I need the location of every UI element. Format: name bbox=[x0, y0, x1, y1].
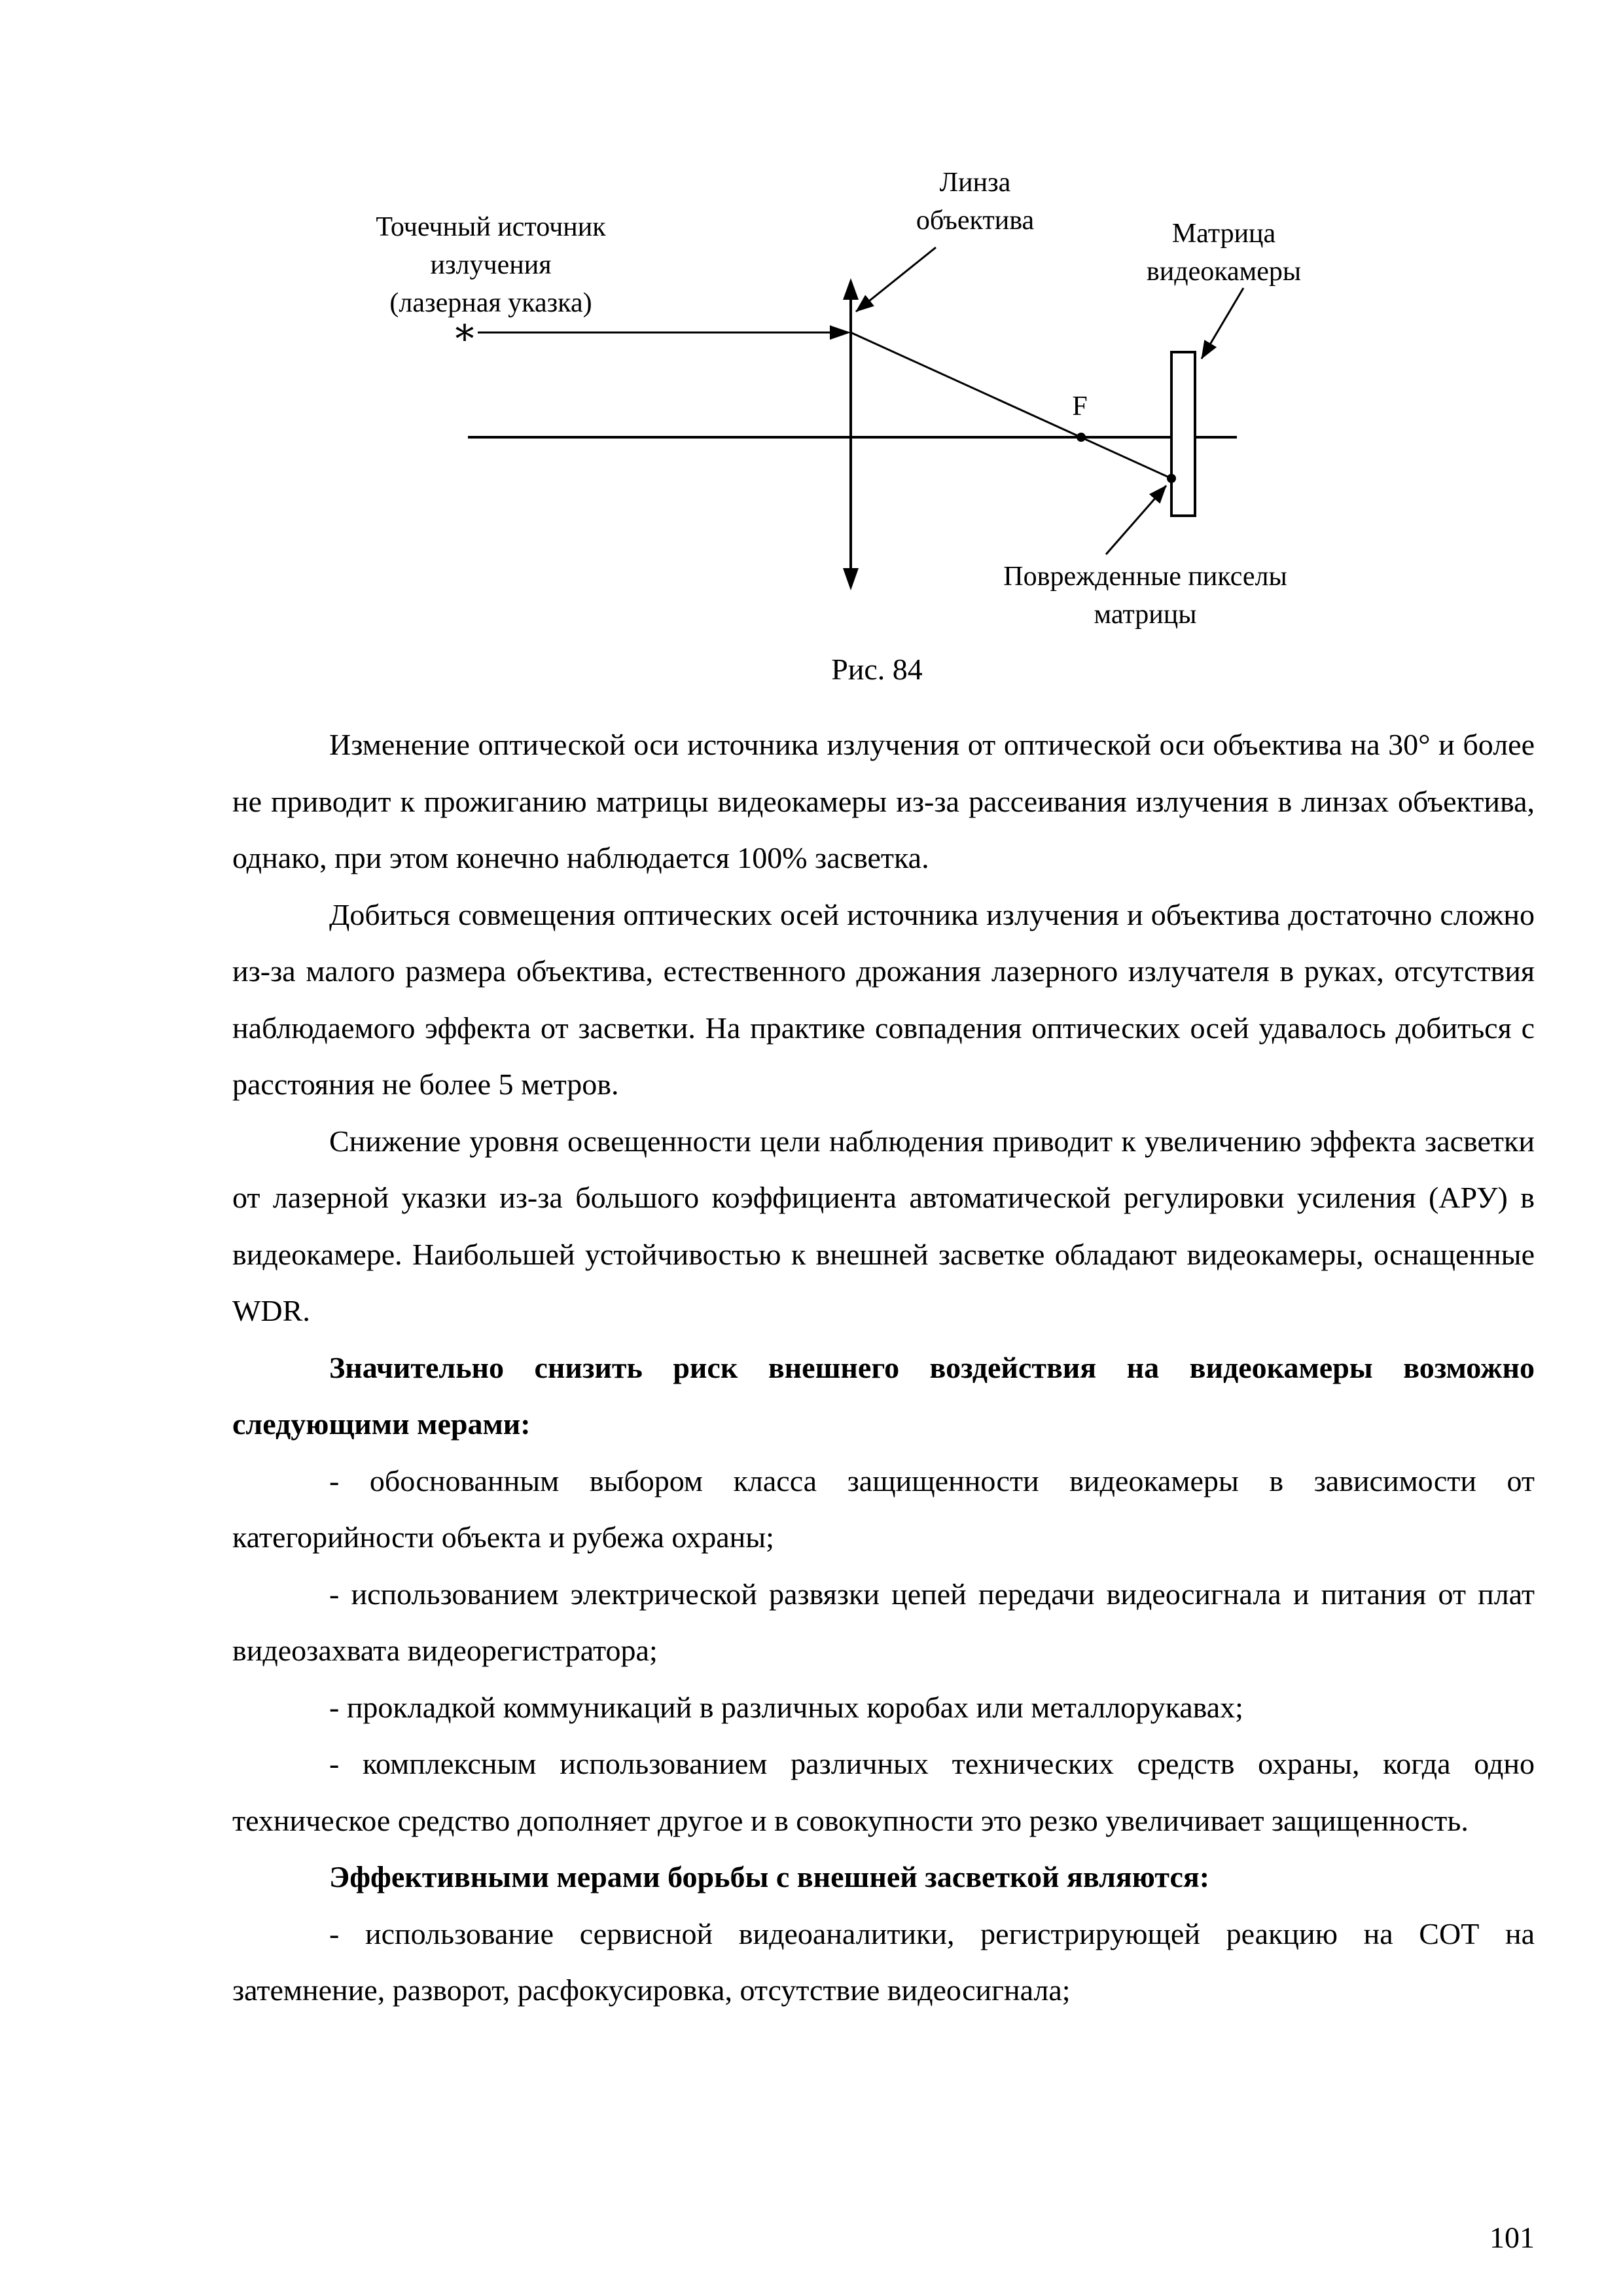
lens-pointer-arrow bbox=[856, 247, 936, 312]
body-text bbox=[232, 717, 1535, 2019]
refracted-ray bbox=[851, 332, 1171, 478]
lens-arrow-bottom bbox=[843, 568, 859, 590]
paragraph-illumination-level: Снижение уровня освещенности цели наблюдения приводит к увеличению эффекта засветки от лазерной указки из-за большого коэффициента автоматической регулировки усиления (АРУ) в видеокамере. Наибольшей устойчивостью к внешней засветке обладают видеокамеры, оснащенные WDR. bbox=[232, 1124, 1535, 1327]
matrix-label-line-2: видеокамеры bbox=[1146, 257, 1302, 287]
lens-label-line-2: объектива bbox=[916, 206, 1035, 236]
matrix-label bbox=[1126, 215, 1322, 291]
focus-point bbox=[1077, 433, 1086, 442]
figure-caption: Рис. 84 bbox=[831, 653, 923, 686]
damaged-pixels-label-line-1: Поврежденные пикселы bbox=[1003, 562, 1287, 592]
lens-arrow-top bbox=[843, 278, 859, 300]
incoming-ray-arrow bbox=[830, 325, 851, 340]
source-label-line-2: излучения bbox=[430, 250, 552, 280]
matrix-label-line-1: Матрица bbox=[1171, 219, 1276, 249]
source-symbol: ∗ bbox=[452, 310, 478, 353]
focus-label: F bbox=[1072, 391, 1088, 422]
paragraph-optical-axis-shift: Изменение оптической оси источника излучения от оптической оси объектива на 30° и более не приводит к прожиганию матрицы видеокамеры из-за рассеивания излучения в линзах объектива, однако, при этом конечно наблюдается 100% засветка. bbox=[232, 728, 1535, 874]
damaged-pixels-label-line-2: матрицы bbox=[1094, 600, 1197, 630]
paragraph-axis-alignment: Добиться совмещения оптических осей источника излучения и объектива достаточно сложно из-за малого размера объектива, естественного дрожания лазерного излучателя в руках, отсутствия наблюдаемого эффекта от засветки. На практике совпадения оптических осей удавалось добиться с расстояния не более 5 метров. bbox=[232, 897, 1535, 1101]
list-item-complex-security: - комплексным использованием различных технических средств охраны, когда одно техническое средство дополняет другое и в совокупности это резко увеличивает защищенность. bbox=[232, 1747, 1535, 1837]
optics-diagram-svg bbox=[0, 0, 1623, 707]
page-number: 101 bbox=[1489, 2221, 1535, 2254]
pixels-pointer-arrow bbox=[1106, 486, 1166, 554]
source-label-line-3: (лазерная указка) bbox=[389, 288, 592, 318]
list-item-cable-routing: - прокладкой коммуникаций в различных коробах или металлорукавах; bbox=[329, 1690, 1243, 1724]
lens-label-line-1: Линза bbox=[939, 168, 1011, 198]
camera-matrix bbox=[1171, 352, 1195, 516]
list-item-video-analytics: - использование сервисной видеоаналитики, регистрирующей реакцию на СОТ на затемнение, разворот, расфокусировка, отсутствие видеосигнала; bbox=[232, 1916, 1535, 2007]
heading-risk-reduction: Значительно снизить риск внешнего воздействия на видеокамеры возможно следующими мерами: bbox=[232, 1350, 1535, 1441]
optics-diagram bbox=[0, 0, 1623, 707]
list-item-protection-class: - обоснованным выбором класса защищенности видеокамеры в зависимости от категорийности объекта и рубежа охраны; bbox=[232, 1463, 1535, 1554]
lens-label bbox=[877, 164, 1073, 240]
source-label-line-1: Точечный источник bbox=[376, 212, 606, 242]
damaged-pixels-label bbox=[975, 558, 1315, 634]
source-label bbox=[340, 208, 641, 322]
heading-glare-countermeasures: Эффективными мерами борьбы с внешней засветкой являются: bbox=[329, 1860, 1210, 1893]
matrix-pointer-arrow bbox=[1202, 288, 1243, 359]
damaged-pixel-point bbox=[1167, 474, 1176, 483]
list-item-electrical-isolation: - использованием электрической развязки цепей передачи видеосигнала и питания от плат видеозахвата видеорегистратора; bbox=[232, 1577, 1535, 1667]
